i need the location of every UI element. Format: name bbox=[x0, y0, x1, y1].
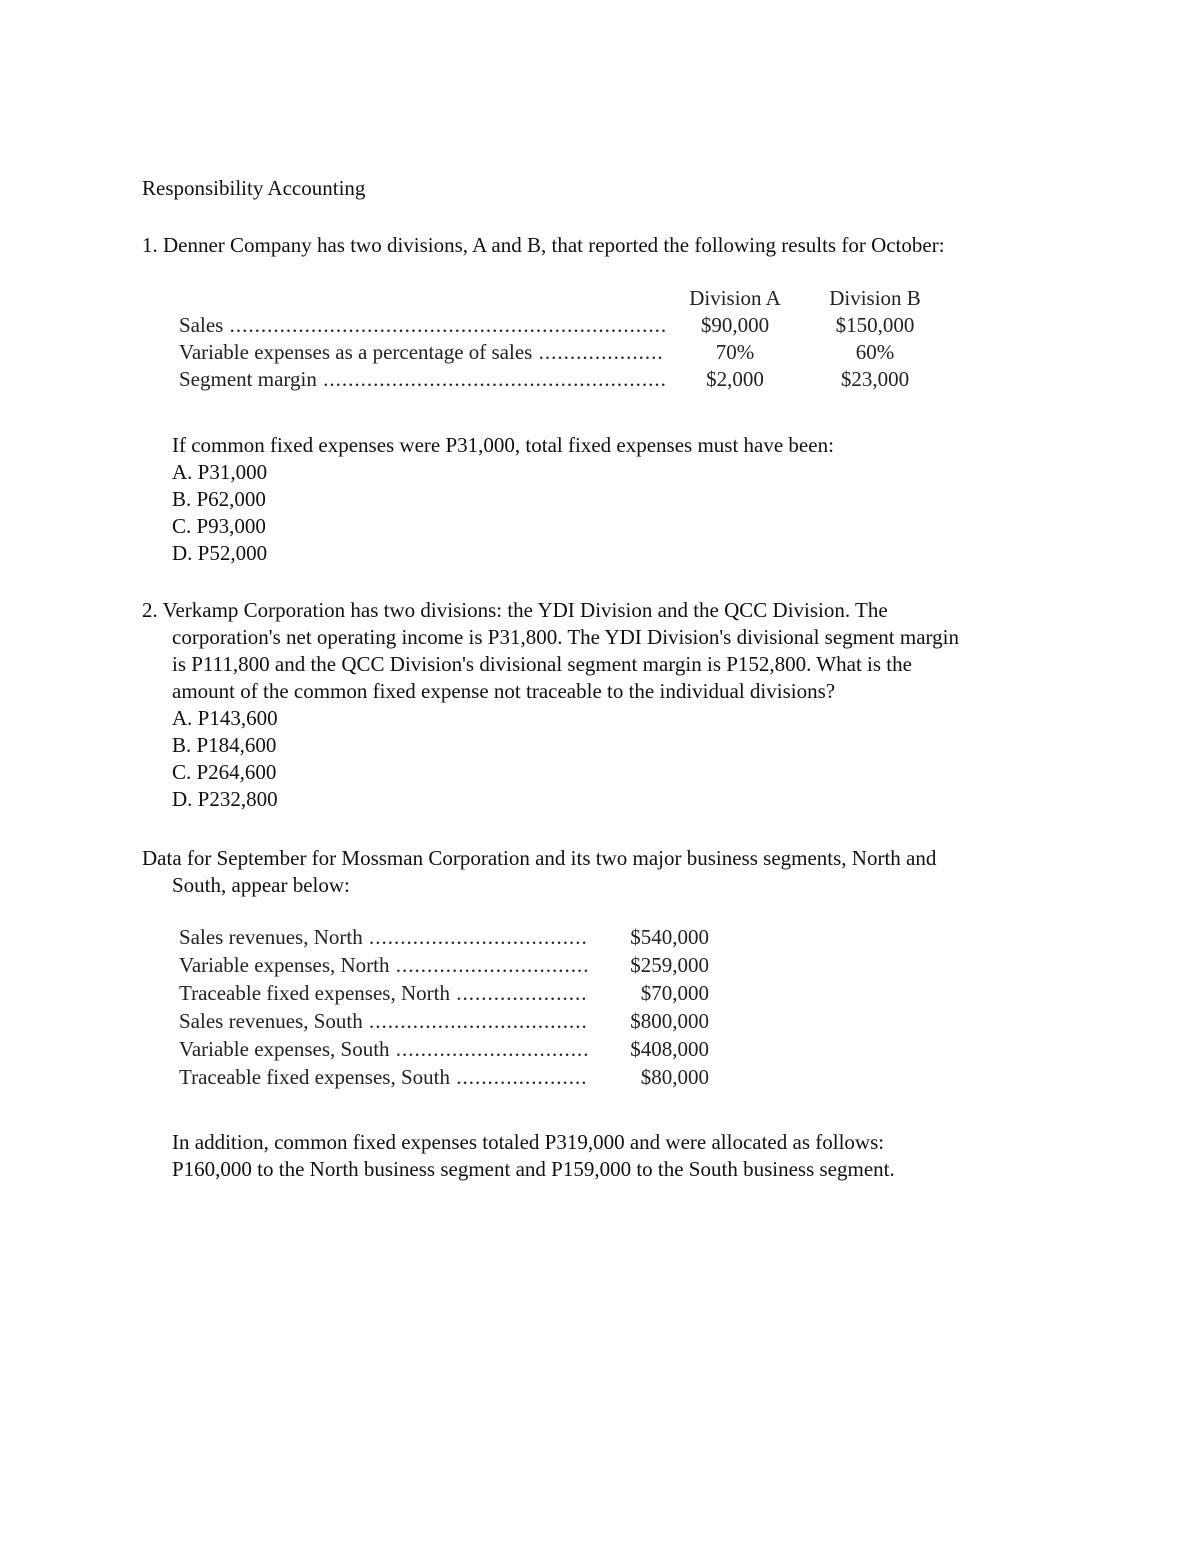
q1-option-d: D. P52,000 bbox=[172, 541, 268, 565]
q3-row-value: $408,000 bbox=[630, 1037, 709, 1061]
q3-row-value: $800,000 bbox=[630, 1009, 709, 1033]
q1-row-label: Variable expenses as a percentage of sales ..... bbox=[179, 340, 665, 365]
q3-row-label: Sales revenues, South ..... bbox=[179, 1009, 589, 1034]
q3-intro-line-1: Data for September for Mossman Corporation and its two major business segments, North and bbox=[142, 846, 937, 870]
q1-stem: 1. Denner Company has two divisions, A and B, that reported the following results for October: bbox=[142, 233, 945, 257]
q2-option-b: B. P184,600 bbox=[172, 733, 277, 757]
q1-question: If common fixed expenses were P31,000, total fixed expenses must have been: bbox=[172, 433, 834, 457]
q3-row-value: $540,000 bbox=[630, 925, 709, 949]
q1-header-division-a: Division A bbox=[689, 286, 781, 310]
q1-row-value-a: $2,000 bbox=[706, 367, 764, 391]
q1-header-division-b: Division B bbox=[829, 286, 921, 310]
q2-line-1: 2. Verkamp Corporation has two divisions: the YDI Division and the QCC Division. The bbox=[142, 598, 888, 622]
q1-row-value-a: 70% bbox=[715, 340, 755, 364]
q1-row-value-b: $150,000 bbox=[835, 313, 915, 337]
q3-row-value: $70,000 bbox=[640, 981, 709, 1005]
q2-option-d: D. P232,800 bbox=[172, 787, 278, 811]
q2-option-a: A. P143,600 bbox=[172, 706, 278, 730]
q1-row-value-b: 60% bbox=[855, 340, 895, 364]
q1-row-label: Sales ..... bbox=[179, 313, 665, 338]
q3-row-label: Sales revenues, North ..... bbox=[179, 925, 589, 950]
q3-row-label: Variable expenses, North ..... bbox=[179, 953, 589, 978]
q1-row-value-a: $90,000 bbox=[700, 313, 770, 337]
q2-option-c: C. P264,600 bbox=[172, 760, 277, 784]
q3-row-label: Traceable fixed expenses, North ..... bbox=[179, 981, 589, 1006]
q3-closing-line-1: In addition, common fixed expenses totaled P319,000 and were allocated as follows: bbox=[172, 1130, 885, 1154]
q1-option-a: A. P31,000 bbox=[172, 460, 268, 484]
q1-option-c: C. P93,000 bbox=[172, 514, 266, 538]
page-title: Responsibility Accounting bbox=[142, 176, 366, 200]
q2-line-3: is P111,800 and the QCC Division's divisional segment margin is P152,800. What is the bbox=[172, 652, 912, 676]
q1-row-label: Segment margin ..... bbox=[179, 367, 665, 392]
q1-row-value-b: $23,000 bbox=[840, 367, 910, 391]
q2-line-2: corporation's net operating income is P31,800. The YDI Division's divisional segment margin bbox=[172, 625, 959, 649]
q3-row-value: $259,000 bbox=[630, 953, 709, 977]
q1-option-b: B. P62,000 bbox=[172, 487, 266, 511]
q3-closing-line-2: P160,000 to the North business segment and P159,000 to the South business segment. bbox=[172, 1157, 895, 1181]
q3-row-value: $80,000 bbox=[640, 1065, 709, 1089]
q3-row-label: Variable expenses, South ..... bbox=[179, 1037, 589, 1062]
q2-line-4: amount of the common fixed expense not traceable to the individual divisions? bbox=[172, 679, 836, 703]
q3-row-label: Traceable fixed expenses, South ..... bbox=[179, 1065, 589, 1090]
q3-intro-line-2: South, appear below: bbox=[172, 873, 350, 897]
